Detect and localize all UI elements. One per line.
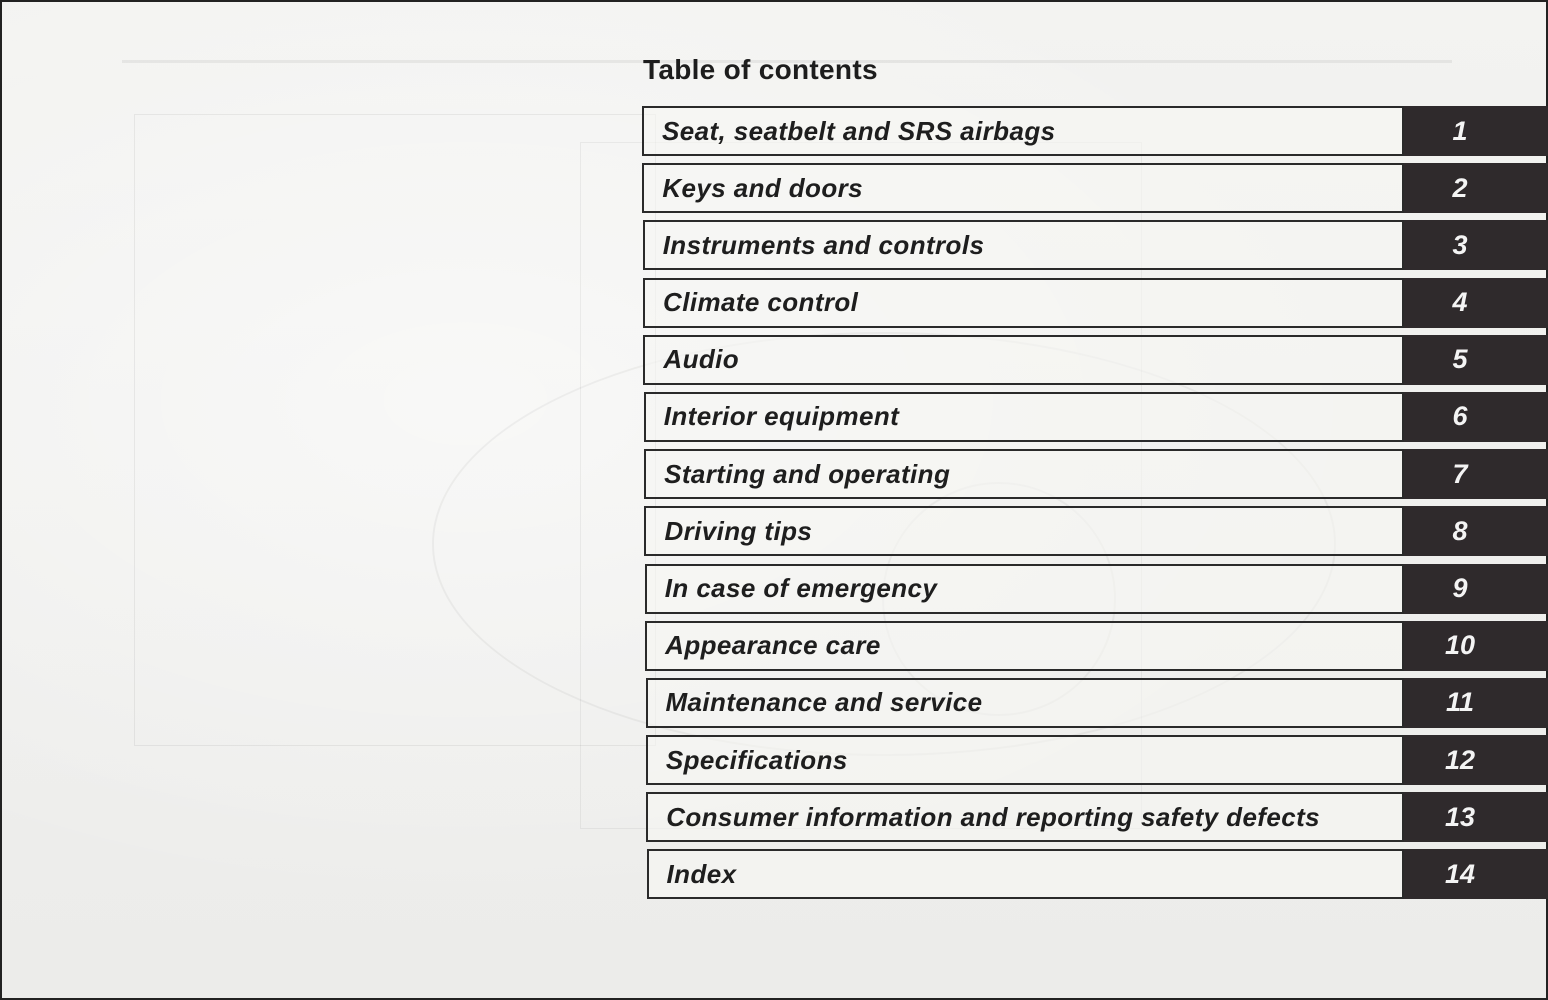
toc-entry-label-box[interactable]: [646, 678, 1405, 728]
section-number: 3: [1452, 229, 1468, 260]
toc-entry[interactable]: [642, 106, 1548, 156]
toc-entry-label-box[interactable]: [644, 449, 1404, 499]
toc-entry[interactable]: [644, 506, 1548, 556]
section-tab[interactable]: [1404, 506, 1548, 556]
section-tab[interactable]: [1404, 564, 1548, 614]
toc-entry-label-box[interactable]: [643, 220, 1404, 270]
toc-entry[interactable]: [643, 335, 1548, 385]
section-tab[interactable]: [1404, 792, 1548, 842]
section-number: 8: [1452, 515, 1468, 546]
toc-entry[interactable]: [646, 735, 1548, 785]
toc-entry-label-box[interactable]: [647, 849, 1404, 899]
section-tab[interactable]: [1404, 163, 1548, 213]
page-title: Table of contents: [643, 54, 878, 85]
toc-entry[interactable]: [644, 392, 1548, 442]
toc-entry-label: Audio: [663, 344, 740, 375]
section-tab[interactable]: [1404, 621, 1548, 671]
toc-entry-label: Keys and doors: [662, 172, 863, 203]
section-tab[interactable]: [1404, 735, 1548, 785]
toc-entry-label-box[interactable]: [643, 335, 1404, 385]
toc-entry[interactable]: [646, 678, 1548, 728]
toc-entry-label-box[interactable]: [646, 735, 1404, 785]
toc-entry[interactable]: [645, 621, 1548, 671]
toc-entry-label-box[interactable]: [645, 564, 1404, 614]
section-number: 11: [1445, 687, 1475, 718]
toc-entry-label-box[interactable]: [644, 392, 1404, 442]
section-number: 7: [1452, 458, 1468, 489]
toc-entry-label: Starting and operating: [664, 458, 951, 489]
toc-entry-label: Specifications: [665, 744, 848, 775]
toc-entry-label-box[interactable]: [643, 278, 1404, 328]
toc-entry-label: Index: [666, 858, 737, 889]
section-number: 13: [1444, 801, 1476, 832]
toc-entry[interactable]: [642, 163, 1548, 213]
section-tab[interactable]: [1404, 678, 1548, 728]
toc-entry-label: In case of emergency: [664, 573, 938, 603]
section-number: 1: [1452, 115, 1468, 146]
toc-entry-label: Interior equipment: [663, 401, 900, 432]
toc-entry-label: Consumer information and reporting safety defects: [666, 801, 1320, 832]
section-tab[interactable]: [1404, 392, 1548, 442]
section-number: 12: [1444, 744, 1476, 775]
section-number: 4: [1452, 287, 1468, 318]
toc-entry-label-box[interactable]: [646, 792, 1404, 842]
section-number: 2: [1452, 172, 1468, 203]
section-number: 9: [1452, 573, 1468, 603]
toc-entry-label-box[interactable]: [645, 621, 1404, 671]
toc-entry-label: Climate control: [663, 287, 859, 318]
section-tab[interactable]: [1404, 106, 1548, 156]
toc-entry[interactable]: [645, 564, 1548, 614]
toc-entry[interactable]: [643, 220, 1548, 270]
toc-entry[interactable]: [646, 792, 1548, 842]
toc-entry-label: Driving tips: [664, 515, 813, 546]
section-number: 14: [1444, 858, 1476, 889]
section-tab[interactable]: [1404, 220, 1548, 270]
section-tab[interactable]: [1404, 335, 1548, 385]
section-tab[interactable]: [1404, 278, 1548, 328]
toc-entry-label-box[interactable]: [644, 506, 1404, 556]
toc-entry-label: Instruments and controls: [662, 229, 985, 260]
section-number: 10: [1444, 630, 1476, 661]
section-tab[interactable]: [1404, 849, 1548, 899]
section-tab[interactable]: [1404, 449, 1548, 499]
toc-entry-label-box[interactable]: [642, 163, 1404, 213]
toc-entry[interactable]: [647, 849, 1548, 899]
section-number: 6: [1452, 401, 1468, 432]
toc-entry-label: Appearance care: [665, 630, 881, 661]
toc-list: [642, 106, 1548, 907]
toc-entry[interactable]: [644, 449, 1548, 499]
toc-entry[interactable]: [643, 278, 1548, 328]
toc-entry-label: Seat, seatbelt and SRS airbags: [662, 115, 1056, 146]
toc-entry-label-box[interactable]: [642, 106, 1404, 156]
toc-entry-label: Maintenance and service: [665, 687, 983, 718]
section-number: 5: [1452, 344, 1468, 375]
